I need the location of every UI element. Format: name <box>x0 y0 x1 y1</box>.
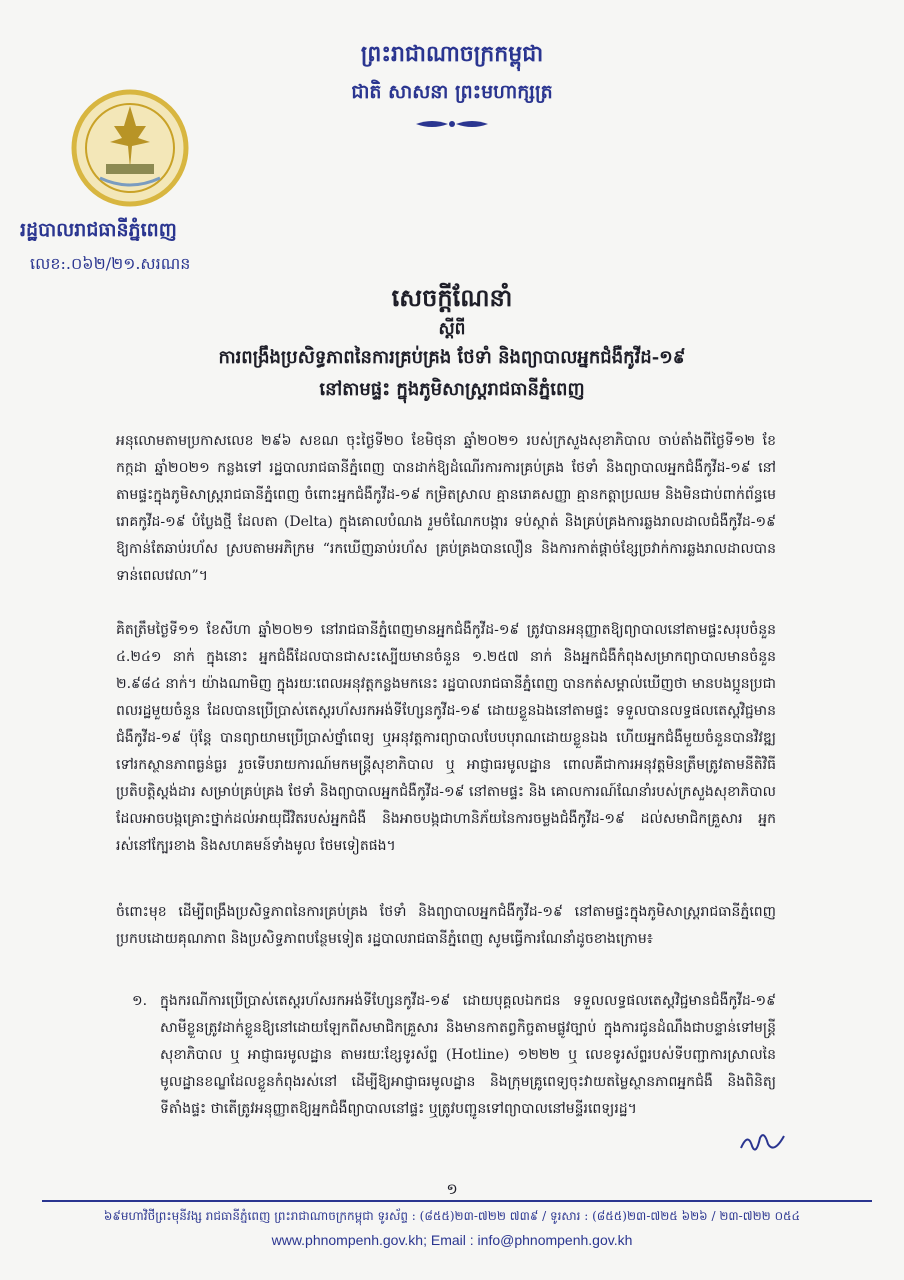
body-paragraph-1: អនុលោមតាមប្រកាសលេខ ២៩៦ សខណ ចុះថ្ងៃទី២០ ខែមិថុនា ឆ្នាំ២០២១ របស់ក្រសួងសុខាភិបាល ចាប់តាំងពីថ្ងៃទី១២ ខែកក្កដា ឆ្នាំ២០២១ កន្លងទៅ រដ្ឋបាលរាជធានីភ្នំពេញ បានដាក់ឱ្យដំណើរការការគ្រប់គ្រង ថែទាំ និងព្យាបាលអ្នកជំងឺកូវីដ-១៩ នៅតាមផ្ទះក្នុងភូមិសាស្ត្ររាជធានីភ្នំពេញ ចំពោះអ្នកជំងឺកូវីដ-១៩ កម្រិតស្រាល គ្មានរោគសញ្ញា គ្មានកត្តាប្រឈម និងមិនជាប់ពាក់ព័ន្ធមេរោគកូវីដ-១៩ បំប្លែងថ្មី ដែលតា (Delta) ក្នុងគោលបំណង រួមចំណែកបង្ការ ទប់ស្កាត់ និងគ្រប់គ្រងការឆ្លងរាលដាលជំងឺកូវីដ-១៩ ឱ្យកាន់តែឆាប់រហ័ស ស្របតាមអភិក្រម “រកឃើញឆាប់រហ័ស គ្រប់គ្រងបានលឿន និងការកាត់ផ្ដាច់ខ្សែច្រវាក់ការឆ្លងរាលដាលបានទាន់ពេលវេលា”។ <box>116 433 776 584</box>
document-title: សេចក្ដីណែនាំ <box>391 283 513 312</box>
kingdom-heading: ព្រះរាជាណាចក្រកម្ពុជា <box>360 41 544 67</box>
city-seal-icon <box>70 88 190 208</box>
subject-line-1: ការពង្រឹងប្រសិទ្ធភាពនៃការគ្រប់គ្រង ថែទាំ និងព្យាបាលអ្នកជំងឺកូវីដ-១៩ <box>218 347 686 368</box>
body-paragraph-3: ចំពោះមុខ ដើម្បីពង្រឹងប្រសិទ្ធភាពនៃការគ្រប់គ្រង ថែទាំ និងព្យាបាលអ្នកជំងឺកូវីដ-១៩ នៅតាមផ្ទះក្នុងភូមិសាស្ត្ររាជធានីភ្នំពេញ ប្រកបដោយគុណភាព និងប្រសិទ្ធភាពបន្ថែមទៀត រដ្ឋបាលរាជធានីភ្នំពេញ សូមធ្វើការណែនាំដូចខាងក្រោម៖ <box>116 904 776 947</box>
footer-address: ៦៩មហាវិថីព្រះមុនីវង្ស រាជធានីភ្នំពេញ ព្រះរាជាណាចក្រកម្ពុជា ទូរស័ព្ទ : (៨៥៥)២៣-៧២២ ៧៣៩ / ទូរសារ : (៨៥៥)២៣-៧២៥ ៦២៦ / ២៣-៧២២ ០៥៤ <box>103 1209 801 1223</box>
list-item-1: ក្នុងករណីការប្រើប្រាស់តេស្តរហ័សរកអង់ទីហ្សែនកូវីដ-១៩ ដោយបុគ្គលឯកជន ទទួលលទ្ធផលតេស្តវិជ្ជមានជំងឺកូវីដ-១៩ សាមីខ្លួនត្រូវដាក់ខ្លួនឱ្យនៅដោយឡែកពីសមាជិកគ្រួសារ និងមានកាតព្វកិច្ចតាមផ្លូវច្បាប់ ក្នុងការជូនដំណឹងជាបន្ទាន់ទៅមន្ត្រីសុខាភិបាល ឬ អាជ្ញាធរមូលដ្ឋាន តាមរយៈខ្សែទូរស័ព្ទ (Hotline) ១២២២ ឬ លេខទូរស័ព្ទរបស់ទីបញ្ជាការស្រាលនៃមូលដ្ឋានខណ្ឌដែលខ្លួនកំពុងរស់នៅ ដើម្បីឱ្យអាជ្ញាធរមូលដ្ឋាន និងក្រុមគ្រូពេទ្យចុះវាយតម្លៃស្ថានភាពអ្នកជំងឺ និងពិនិត្យទីតាំងផ្ទះ ថាតើត្រូវអនុញ្ញាតឱ្យអ្នកជំងឺព្យាបាលនៅផ្ទះ ឬត្រូវបញ្ជូនទៅព្យាបាលនៅមន្ទីរពេទ្យរដ្ឋ។ <box>160 993 776 1117</box>
page-number: ១ <box>446 1180 458 1198</box>
footer-divider <box>42 1200 872 1202</box>
list-item-number: ១. <box>132 993 148 1009</box>
about-label: ស្ដីពី <box>438 319 466 339</box>
reference-number: លេខ:.០៦២/២១.សរណន <box>30 254 191 273</box>
footer-contact: www.phnompenh.gov.kh; Email : info@phnompenh.gov.kh <box>271 1232 633 1248</box>
body-paragraph-2: គិតត្រឹមថ្ងៃទី១១ ខែសីហា ឆ្នាំ២០២១ នៅរាជធានីភ្នំពេញមានអ្នកជំងឺកូវីដ-១៩ ត្រូវបានអនុញ្ញាតឱ្យព្យាបាលនៅតាមផ្ទះសរុបចំនួន ៤.២៤១ នាក់ ក្នុងនោះ អ្នកជំងឺដែលបានជាសះស្បើយមានចំនួន ១.២៥៧ នាក់ និងអ្នកជំងឺកំពុងសម្រាកព្យាបាលមានចំនួន ២.៩៨៤ នាក់។ យ៉ាងណាមិញ ក្នុងរយៈពេលអនុវត្តកន្លងមកនេះ រដ្ឋបាលរាជធានីភ្នំពេញ បានកត់សម្គាល់ឃើញថា មានបងប្អូនប្រជាពលរដ្ឋមួយចំនួន ដែលបានប្រើប្រាស់តេស្តរហ័សរកអង់ទីហ្សែនកូវីដ-១៩ ដោយខ្លួនឯងនៅតាមផ្ទះ ទទួលបានលទ្ធផលតេស្តវិជ្ជមានជំងឺកូវីដ-១៩ ប៉ុន្តែ បានព្យាយាមប្រើប្រាស់ថ្នាំពេទ្យ ឬអនុវត្តការព្យាបាលបែបបុរាណដោយខ្លួនឯង ហើយអ្នកជំងឺមួយចំនួនបានវិវឌ្ឍទៅរកស្ថានភាពធ្ងន់ធ្ងរ រួចទើបរាយការណ៍មកមន្ត្រីសុខាភិបាល ឬ អាជ្ញាធរមូលដ្ឋាន ពោលគឺជាការអនុវត្តមិនត្រឹមត្រូវតាមនីតិវិធីប្រតិបត្តិស្តង់ដារ សម្រាប់គ្រប់គ្រង ថែទាំ និងព្យាបាលអ្នកជំងឺកូវីដ-១៩ នៅតាមផ្ទះ និង គោលការណ៍ណែនាំរបស់ក្រសួងសុខាភិបាល ដែលអាចបង្កគ្រោះថ្នាក់ដល់អាយុជីវិតរបស់អ្នកជំងឺ និងអាចបង្កជាហានិភ័យនៃការចម្លងជំងឺកូវីដ-១៩ ដល់សមាជិកគ្រួសារ អ្នករស់នៅក្បែរខាង និងសហគមន៍ទាំងមូល ថែមទៀតផង។ <box>116 622 776 854</box>
ornament-divider-icon <box>412 116 492 132</box>
national-motto: ជាតិ សាសនា ព្រះមហាក្សត្រ <box>351 81 553 103</box>
signature-initials <box>738 1128 788 1158</box>
issuing-authority: រដ្ឋបាលរាជធានីភ្នំពេញ <box>20 219 177 241</box>
subject-line-2: នៅតាមផ្ទះ ក្នុងភូមិសាស្ត្ររាជធានីភ្នំពេញ <box>319 379 585 400</box>
